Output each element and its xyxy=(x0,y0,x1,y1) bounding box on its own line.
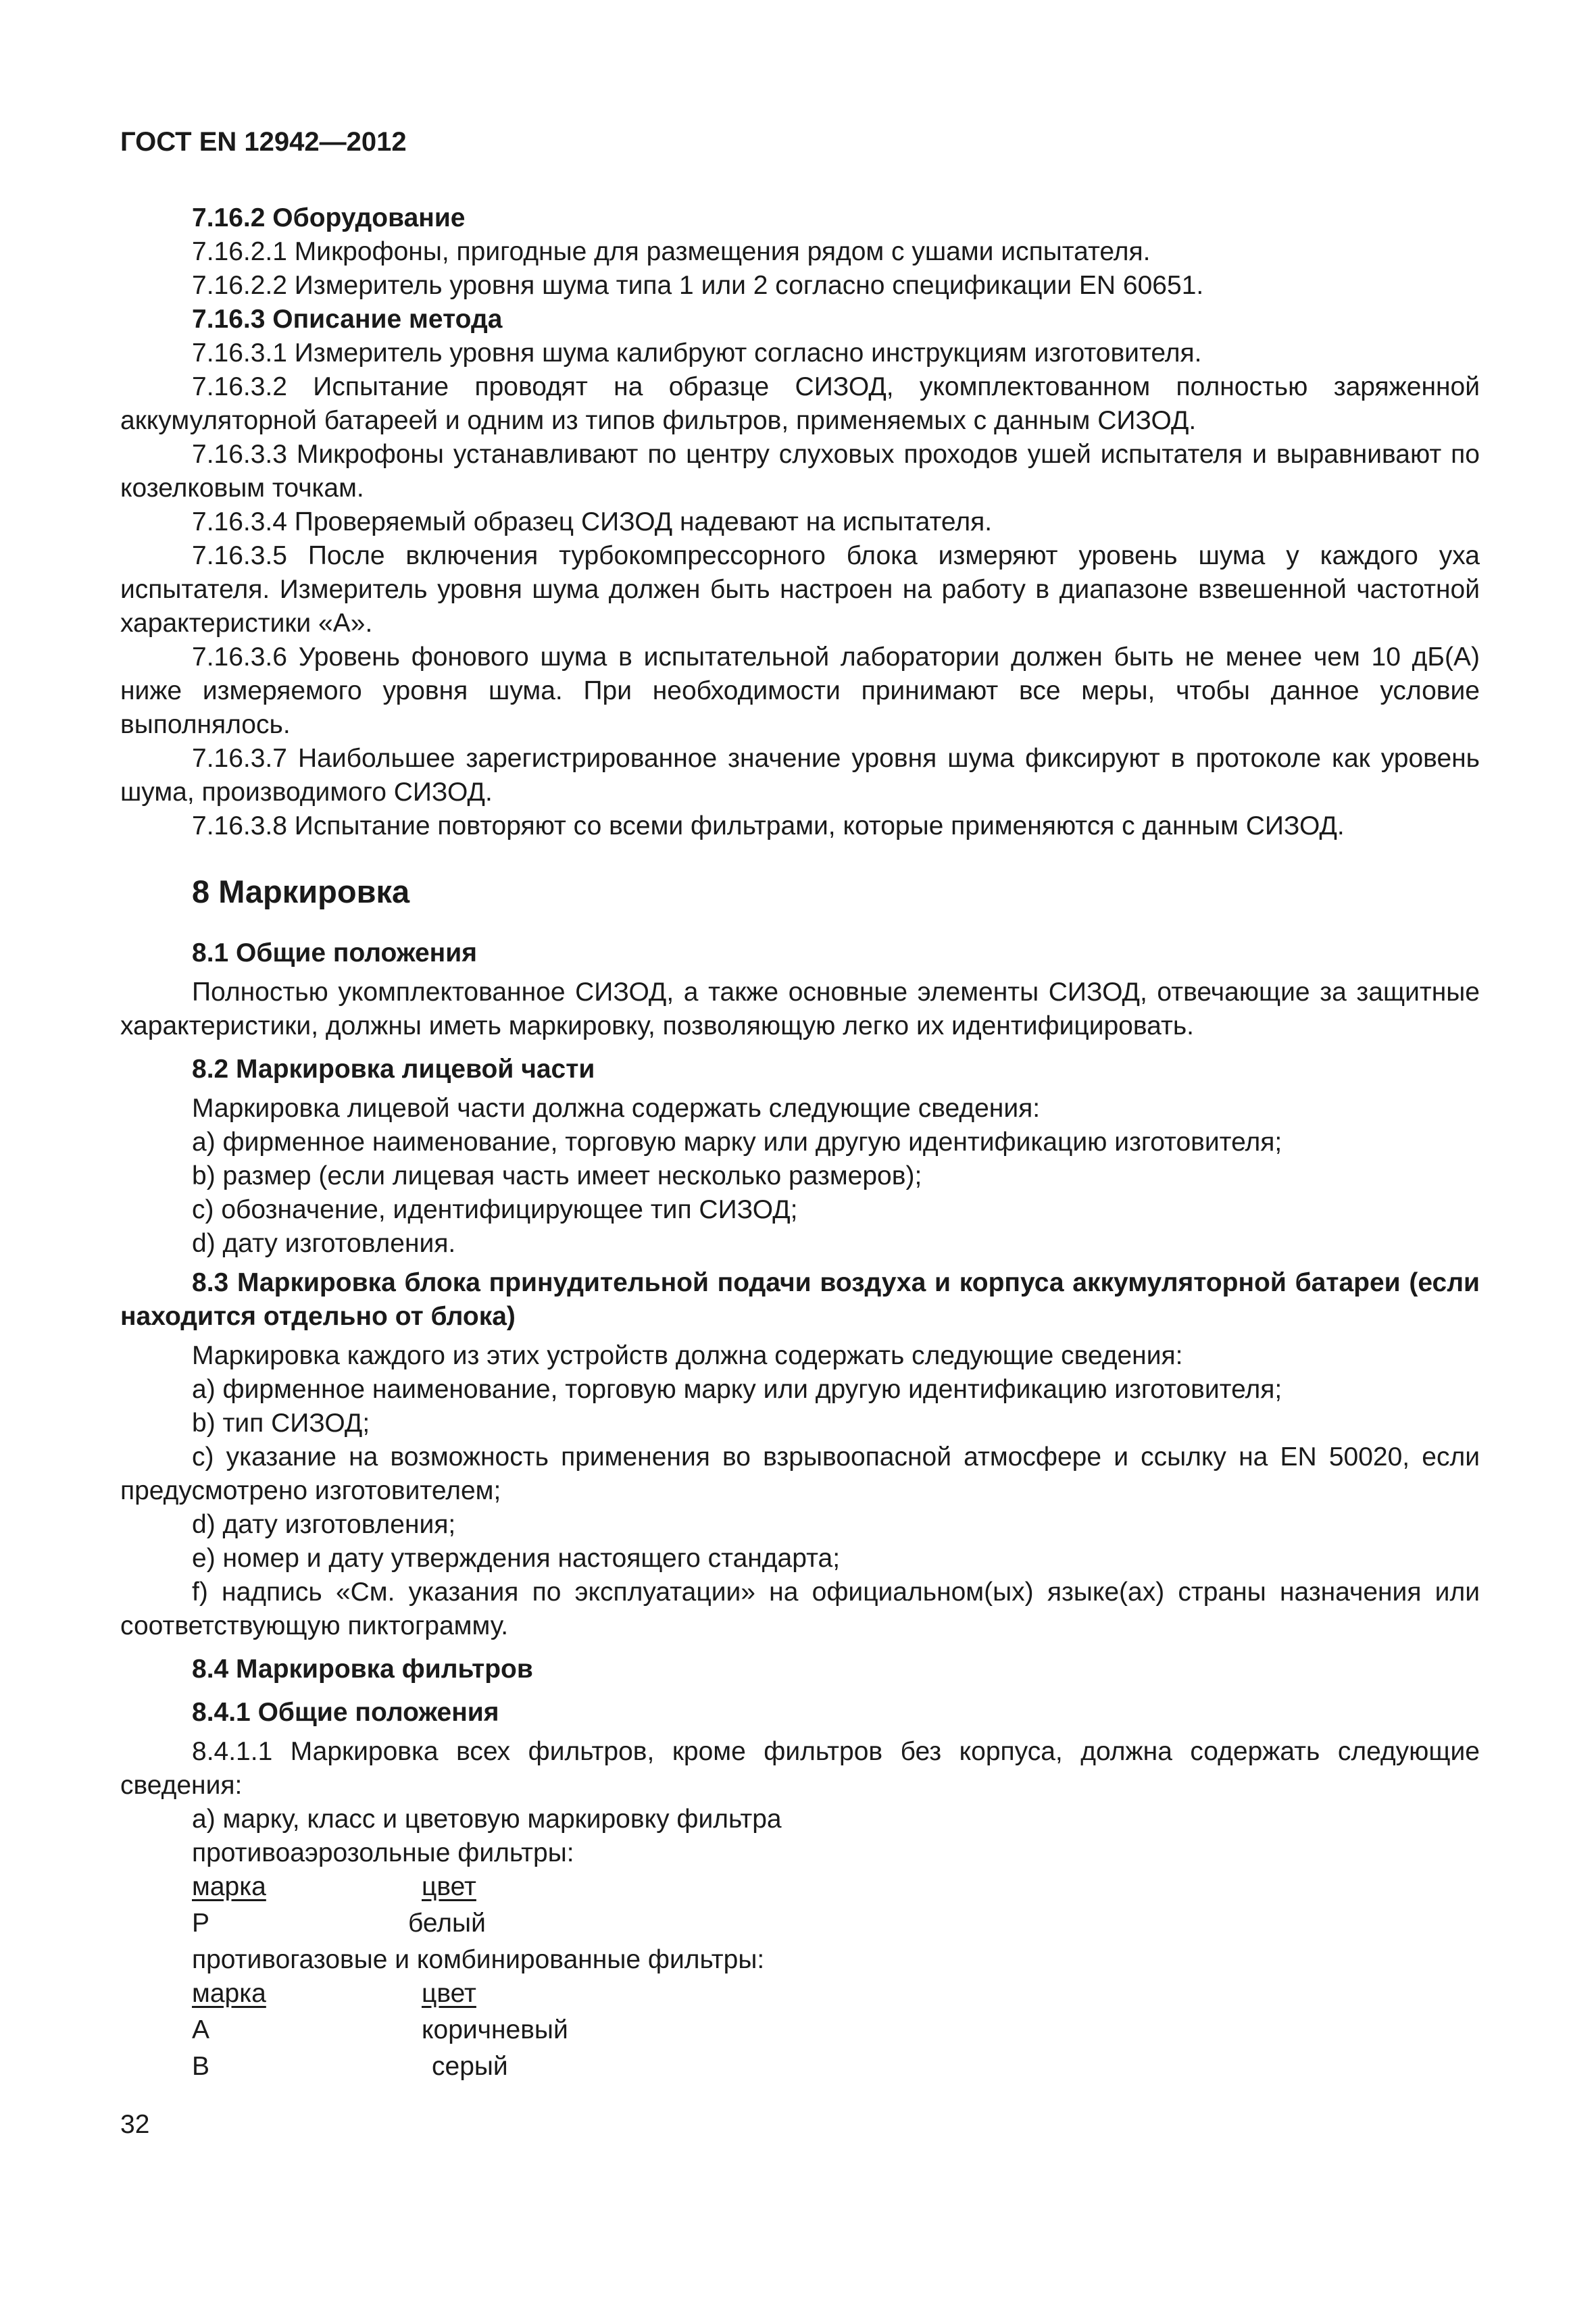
aerosol-table-header xyxy=(192,1870,1480,1907)
list-item-8-2-b: b) размер (если лицевая часть имеет несколько размеров); xyxy=(192,1161,922,1190)
list-item-8-3-d: d) дату изготовления; xyxy=(192,1510,456,1539)
section-8-3-title: 8.3 Маркировка блока принудительной подачи воздуха и корпуса аккумуляторной батареи (если находится отдельно от блока) xyxy=(120,1268,1480,1331)
filter-mark: B xyxy=(192,2052,210,2081)
list-item-8-4-1-1-a: a) марку, класс и цветовую маркировку фильтра xyxy=(192,1805,782,1834)
column-header-color: цвет xyxy=(422,1872,476,1901)
table-row xyxy=(192,2050,1480,2086)
paragraph-8-2-intro: Маркировка лицевой части должна содержать следующие сведения: xyxy=(192,1094,1041,1123)
paragraph-7-16-2-1: 7.16.2.1 Микрофоны, пригодные для размещения рядом с ушами испытателя. xyxy=(192,237,1151,266)
table-row xyxy=(192,1907,1480,1943)
filter-mark: P xyxy=(192,1909,210,1938)
paragraph-7-16-3-3: 7.16.3.3 Микрофоны устанавливают по центру слуховых проходов ушей испытателя и выравнивают по козелковым точкам. xyxy=(120,440,1480,503)
gas-table-header xyxy=(192,1977,1480,2013)
section-8-4-1-title: 8.4.1 Общие положения xyxy=(192,1698,499,1727)
section-7-16-3-title: 7.16.3 Описание метода xyxy=(192,305,503,334)
paragraph-7-16-3-4: 7.16.3.4 Проверяемый образец СИЗОД надевают на испытателя. xyxy=(192,507,993,536)
paragraph-7-16-3-6: 7.16.3.6 Уровень фонового шума в испытательной лаборатории должен быть не менее чем 10 дБ(А) ниже измеряемого уровня шума. При необходимости принимают все меры, чтобы данное условие выполнялось. xyxy=(120,643,1480,739)
paragraph-7-16-3-5: 7.16.3.5 После включения турбокомпрессорного блока измеряют уровень шума у каждого уха испытателя. Измеритель уровня шума должен быть настроен на работу в диапазоне взвешенной частотной характеристики «А». xyxy=(120,541,1480,638)
document-header: ГОСТ EN 12942—2012 xyxy=(120,127,407,157)
paragraph-7-16-2-2: 7.16.2.2 Измеритель уровня шума типа 1 или 2 согласно спецификации EN 60651. xyxy=(192,271,1204,300)
list-item-8-3-e: e) номер и дату утверждения настоящего стандарта; xyxy=(192,1544,841,1573)
list-item-8-3-b: b) тип СИЗОД; xyxy=(192,1409,370,1438)
paragraph-8-3-intro: Маркировка каждого из этих устройств должна содержать следующие сведения: xyxy=(192,1341,1183,1370)
list-item-8-2-a: a) фирменное наименование, торговую марку или другую идентификацию изготовителя; xyxy=(192,1128,1282,1157)
filter-mark: A xyxy=(192,2015,210,2044)
section-7-16-2-title: 7.16.2 Оборудование xyxy=(192,203,466,232)
paragraph-7-16-3-1: 7.16.3.1 Измеритель уровня шума калибруют согласно инструкциям изготовителя. xyxy=(192,338,1202,368)
column-header-mark: марка xyxy=(192,1872,266,1901)
section-8-1-title: 8.1 Общие положения xyxy=(192,938,477,967)
paragraph-8-1: Полностью укомплектованное СИЗОД, а также основные элементы СИЗОД, отвечающие за защитные характеристики, должны иметь маркировку, позволяющую легко их идентифицировать. xyxy=(120,978,1480,1040)
column-header-mark: марка xyxy=(192,1979,266,2008)
list-item-8-2-c: c) обозначение, идентифицирующее тип СИЗОД; xyxy=(192,1195,798,1224)
gas-filters-label: противогазовые и комбинированные фильтры: xyxy=(192,1945,765,1974)
paragraph-7-16-3-7: 7.16.3.7 Наибольшее зарегистрированное значение уровня шума фиксируют в протоколе как уровень шума, производимого СИЗОД. xyxy=(120,744,1480,807)
section-8-2-title: 8.2 Маркировка лицевой части xyxy=(192,1055,595,1084)
filter-color: белый xyxy=(408,1909,486,1938)
column-header-color: цвет xyxy=(422,1979,476,2008)
section-8-title: 8 Маркировка xyxy=(192,874,410,909)
filter-color: серый xyxy=(432,2052,508,2081)
table-row xyxy=(192,2013,1480,2050)
list-item-8-3-a: a) фирменное наименование, торговую марку или другую идентификацию изготовителя; xyxy=(192,1375,1282,1404)
list-item-8-3-c: c) указание на возможность применения во взрывоопасной атмосфере и ссылку на EN 50020, если предусмотрено изготовителем; xyxy=(120,1442,1480,1505)
list-item-8-3-f: f) надпись «См. указания по эксплуатации» на официальном(ых) языке(ах) страны назначения или соответствующую пиктограмму. xyxy=(120,1578,1480,1640)
paragraph-8-4-1-1: 8.4.1.1 Маркировка всех фильтров, кроме фильтров без корпуса, должна содержать следующие сведения: xyxy=(120,1737,1480,1800)
list-item-8-2-d: d) дату изготовления. xyxy=(192,1229,456,1258)
paragraph-7-16-3-8: 7.16.3.8 Испытание повторяют со всеми фильтрами, которые применяются с данным СИЗОД. xyxy=(192,811,1345,840)
page-content xyxy=(120,201,1480,2086)
filter-color: коричневый xyxy=(422,2015,568,2044)
section-8-4-title: 8.4 Маркировка фильтров xyxy=(192,1655,533,1684)
aerosol-filters-label: противоаэрозольные фильтры: xyxy=(192,1838,574,1867)
paragraph-7-16-3-2: 7.16.3.2 Испытание проводят на образце СИЗОД, укомплектованном полностью заряженной аккумуляторной батареей и одним из типов фильтров, применяемых с данным СИЗОД. xyxy=(120,372,1480,435)
page-number: 32 xyxy=(120,2110,150,2139)
